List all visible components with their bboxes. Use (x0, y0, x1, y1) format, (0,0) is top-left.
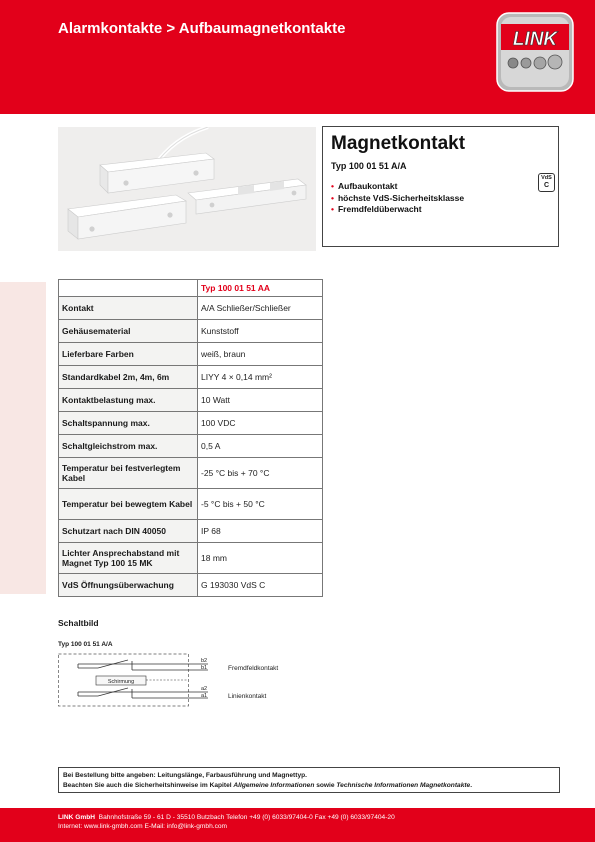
table-row (59, 412, 323, 435)
order-note (58, 767, 560, 793)
svg-text:a1: a1 (201, 693, 208, 699)
spec-label: Kontaktbelastung max. (59, 389, 198, 412)
product-title: Magnetkontakt (331, 133, 466, 154)
table-row (59, 389, 323, 412)
spec-label: Schaltspannung max. (59, 412, 198, 435)
order-note-mid: sowie (314, 782, 337, 789)
schaltbild-type: Typ 100 01 51 A/A (58, 641, 113, 648)
table-row (59, 520, 323, 543)
table-row (59, 297, 323, 320)
order-note-prefix: Beachten Sie auch die Sicherheitshinweise im Kapitel (63, 782, 234, 789)
table-row (59, 435, 323, 458)
product-type: Typ 100 01 51 A/A (331, 161, 407, 171)
spec-label: Schaltgleichstrom max. (59, 435, 198, 458)
product-info-box (322, 126, 559, 247)
order-note-suffix: . (470, 782, 473, 789)
feature-item: • Fremdfeldüberwacht (331, 204, 464, 216)
table-row (59, 543, 323, 574)
spec-column-header: Typ 100 01 51 AA (198, 280, 323, 297)
spec-label: Kontakt (59, 297, 198, 320)
svg-text:b2: b2 (201, 658, 208, 664)
spec-value: LIYY 4 × 0,14 mm² (198, 366, 323, 389)
page-header (0, 0, 595, 114)
spec-label: Temperatur bei festverlegtem Kabel (59, 458, 198, 489)
product-photo (58, 127, 316, 251)
svg-text:Fremdfeldkontakt: Fremdfeldkontakt (228, 665, 279, 672)
spec-label: Schutzart nach DIN 40050 (59, 520, 198, 543)
table-row (59, 489, 323, 520)
order-note-em1: Allgemeine Informationen (233, 782, 315, 789)
feature-item: • höchste VdS-Sicherheitsklasse (331, 193, 464, 205)
table-row (59, 366, 323, 389)
footer-contact-line: Internet: www.link-gmbh.com E-Mail: info@link-gmbh.com (58, 823, 228, 830)
spec-table (58, 279, 323, 597)
feature-list (331, 181, 464, 216)
spec-value: Kunststoff (198, 320, 323, 343)
svg-text:a2: a2 (201, 686, 208, 692)
spec-label: Temperatur bei bewegtem Kabel (59, 489, 198, 520)
page-footer (0, 808, 595, 842)
footer-company: LINK GmbH (58, 814, 95, 821)
footer-address-line (58, 814, 395, 821)
spec-label: Standardkabel 2m, 4m, 6m (59, 366, 198, 389)
feature-item: • Aufbaukontakt (331, 181, 464, 193)
spec-value: G 193030 VdS C (198, 574, 323, 597)
spec-header-blank (59, 280, 198, 297)
svg-text:LINK: LINK (512, 29, 558, 50)
footer-address: Bahnhofstraße 59 - 61 D - 35510 Butzbach Telefon +49 (0) 6033/97404-0 Fax +49 (0) 6033/97404-20 (98, 814, 395, 821)
spec-value: 10 Watt (198, 389, 323, 412)
spec-value: 0,5 A (198, 435, 323, 458)
spec-value: -5 °C bis + 50 °C (198, 489, 323, 520)
order-note-line1: Bei Bestellung bitte angeben: Leitungslänge, Farbausführung und Magnettyp. (63, 772, 307, 779)
order-note-em2: Technische Informationen Magnetkontakte (336, 782, 471, 789)
svg-text:Schirmung: Schirmung (107, 679, 135, 685)
spec-value: 18 mm (198, 543, 323, 574)
svg-text:Linienkontakt: Linienkontakt (228, 693, 267, 700)
table-row (59, 574, 323, 597)
table-row (59, 343, 323, 366)
spec-value: weiß, braun (198, 343, 323, 366)
schaltbild-title: Schaltbild (58, 618, 99, 628)
vds-badge-class: C (543, 182, 550, 189)
wiring-diagram (58, 650, 328, 710)
table-row (59, 320, 323, 343)
page-title: Alarmkontakte > Aufbaumagnetkontakte (58, 20, 346, 37)
vds-c-badge (538, 173, 555, 192)
spec-label: Gehäusematerial (59, 320, 198, 343)
spec-value: -25 °C bis + 70 °C (198, 458, 323, 489)
spec-header-row (59, 280, 323, 297)
link-logo (496, 12, 574, 92)
spec-value: A/A Schließer/Schließer (198, 297, 323, 320)
spec-label: VdS Öffnungsüberwachung (59, 574, 198, 597)
table-row (59, 458, 323, 489)
spec-label: Lichter Ansprechabstand mit Magnet Typ 100 15 MK (59, 543, 198, 574)
sidebar-accent (0, 282, 46, 594)
vds-badge-top: VdS (541, 175, 552, 181)
svg-text:b1: b1 (201, 665, 208, 671)
spec-label: Lieferbare Farben (59, 343, 198, 366)
spec-value: IP 68 (198, 520, 323, 543)
spec-value: 100 VDC (198, 412, 323, 435)
